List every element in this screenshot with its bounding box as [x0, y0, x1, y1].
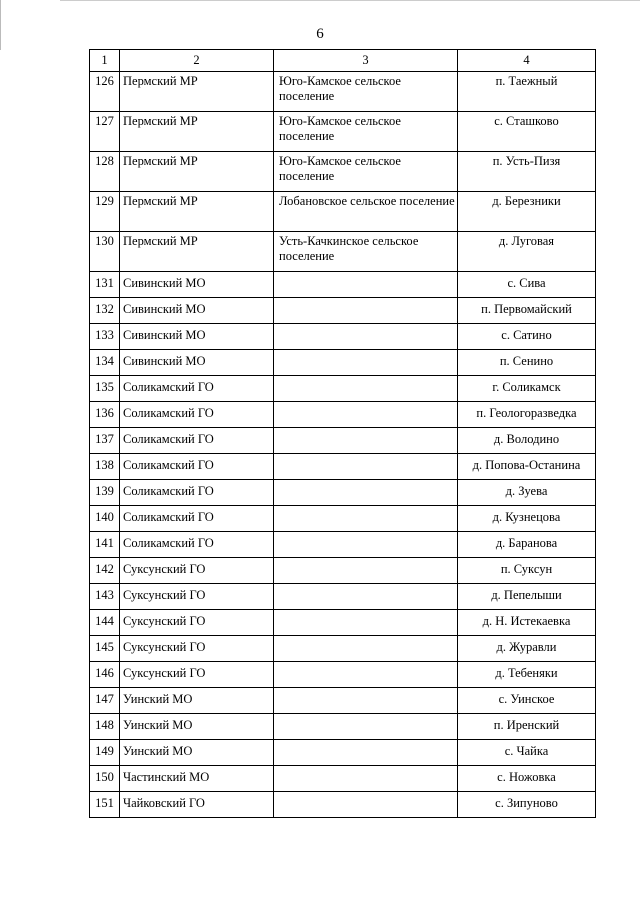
header-col-4: 4 — [458, 50, 596, 72]
cell-settlement-type — [274, 324, 458, 350]
header-col-1: 1 — [90, 50, 120, 72]
table-row — [90, 72, 596, 112]
cell-row-number: 142 — [90, 558, 120, 584]
cell-municipality: Уинский МО — [120, 740, 274, 766]
table-row — [90, 324, 596, 350]
table-row — [90, 740, 596, 766]
table-row — [90, 112, 596, 152]
cell-settlement-type — [274, 792, 458, 818]
cell-locality: д. Кузнецова — [458, 506, 596, 532]
table-row — [90, 792, 596, 818]
cell-row-number: 134 — [90, 350, 120, 376]
cell-settlement-type — [274, 376, 458, 402]
cell-row-number: 144 — [90, 610, 120, 636]
header-col-2: 2 — [120, 50, 274, 72]
table-row — [90, 402, 596, 428]
cell-settlement-type: Юго-Камское сельское поселение — [274, 72, 458, 112]
cell-locality: с. Чайка — [458, 740, 596, 766]
cell-settlement-type: Лобановское сельское поселение — [274, 192, 458, 232]
table-row — [90, 558, 596, 584]
cell-locality: п. Суксун — [458, 558, 596, 584]
cell-locality: п. Первомайский — [458, 298, 596, 324]
cell-locality: д. Н. Истекаевка — [458, 610, 596, 636]
cell-row-number: 151 — [90, 792, 120, 818]
cell-municipality: Пермский МР — [120, 192, 274, 232]
cell-row-number: 135 — [90, 376, 120, 402]
cell-settlement-type — [274, 688, 458, 714]
table-row — [90, 376, 596, 402]
cell-municipality: Пермский МР — [120, 112, 274, 152]
cell-municipality: Суксунский ГО — [120, 584, 274, 610]
settlements-table — [89, 49, 596, 818]
page-number: 6 — [316, 26, 324, 42]
table-row — [90, 272, 596, 298]
cell-municipality: Уинский МО — [120, 688, 274, 714]
table-header-row — [90, 50, 596, 72]
cell-settlement-type — [274, 454, 458, 480]
cell-row-number: 133 — [90, 324, 120, 350]
cell-locality: п. Иренский — [458, 714, 596, 740]
cell-locality: с. Сташково — [458, 112, 596, 152]
cell-settlement-type — [274, 402, 458, 428]
cell-municipality: Сивинский МО — [120, 324, 274, 350]
cell-municipality: Суксунский ГО — [120, 610, 274, 636]
cell-row-number: 132 — [90, 298, 120, 324]
cell-settlement-type: Юго-Камское сельское поселение — [274, 152, 458, 192]
cell-municipality: Сивинский МО — [120, 350, 274, 376]
cell-settlement-type — [274, 558, 458, 584]
cell-municipality: Соликамский ГО — [120, 532, 274, 558]
cell-row-number: 138 — [90, 454, 120, 480]
cell-municipality: Суксунский ГО — [120, 662, 274, 688]
cell-row-number: 139 — [90, 480, 120, 506]
table-row — [90, 662, 596, 688]
cell-settlement-type — [274, 662, 458, 688]
cell-row-number: 145 — [90, 636, 120, 662]
cell-settlement-type: Усть-Качкинское сельское поселение — [274, 232, 458, 272]
table-row — [90, 610, 596, 636]
cell-row-number: 143 — [90, 584, 120, 610]
cell-row-number: 146 — [90, 662, 120, 688]
cell-locality: п. Таежный — [458, 72, 596, 112]
table-row — [90, 480, 596, 506]
cell-settlement-type — [274, 506, 458, 532]
cell-row-number: 148 — [90, 714, 120, 740]
cell-municipality: Суксунский ГО — [120, 558, 274, 584]
cell-row-number: 150 — [90, 766, 120, 792]
cell-locality: п. Сенино — [458, 350, 596, 376]
cell-settlement-type — [274, 610, 458, 636]
cell-row-number: 127 — [90, 112, 120, 152]
cell-municipality: Соликамский ГО — [120, 506, 274, 532]
cell-municipality: Суксунский ГО — [120, 636, 274, 662]
cell-settlement-type — [274, 740, 458, 766]
cell-locality: д. Володино — [458, 428, 596, 454]
table-row — [90, 688, 596, 714]
cell-settlement-type — [274, 298, 458, 324]
table-row — [90, 350, 596, 376]
cell-locality: с. Уинское — [458, 688, 596, 714]
cell-row-number: 141 — [90, 532, 120, 558]
cell-settlement-type — [274, 636, 458, 662]
scan-edge-line — [60, 0, 640, 2]
cell-row-number: 149 — [90, 740, 120, 766]
cell-settlement-type — [274, 584, 458, 610]
cell-settlement-type — [274, 532, 458, 558]
cell-locality: с. Зипуново — [458, 792, 596, 818]
cell-locality: д. Пепелыши — [458, 584, 596, 610]
cell-municipality: Соликамский ГО — [120, 454, 274, 480]
cell-settlement-type — [274, 480, 458, 506]
cell-locality: д. Баранова — [458, 532, 596, 558]
cell-row-number: 140 — [90, 506, 120, 532]
cell-settlement-type: Юго-Камское сельское поселение — [274, 112, 458, 152]
table-row — [90, 454, 596, 480]
cell-row-number: 147 — [90, 688, 120, 714]
table-row — [90, 192, 596, 232]
table-row — [90, 298, 596, 324]
cell-municipality: Сивинский МО — [120, 272, 274, 298]
cell-municipality: Чайковский ГО — [120, 792, 274, 818]
header-col-3: 3 — [274, 50, 458, 72]
cell-municipality: Частинский МО — [120, 766, 274, 792]
cell-municipality: Сивинский МО — [120, 298, 274, 324]
table-row — [90, 532, 596, 558]
cell-municipality: Пермский МР — [120, 232, 274, 272]
cell-row-number: 137 — [90, 428, 120, 454]
cell-locality: д. Березники — [458, 192, 596, 232]
cell-locality: д. Попова-Останина — [458, 454, 596, 480]
cell-locality: д. Тебеняки — [458, 662, 596, 688]
cell-row-number: 136 — [90, 402, 120, 428]
table-row — [90, 766, 596, 792]
table-row — [90, 714, 596, 740]
cell-row-number: 129 — [90, 192, 120, 232]
cell-settlement-type — [274, 428, 458, 454]
table-row — [90, 232, 596, 272]
cell-settlement-type — [274, 272, 458, 298]
cell-locality: с. Сатино — [458, 324, 596, 350]
cell-municipality: Пермский МР — [120, 72, 274, 112]
cell-row-number: 128 — [90, 152, 120, 192]
table-row — [90, 584, 596, 610]
cell-municipality: Соликамский ГО — [120, 402, 274, 428]
cell-settlement-type — [274, 714, 458, 740]
cell-row-number: 126 — [90, 72, 120, 112]
table-row — [90, 152, 596, 192]
cell-locality: д. Луговая — [458, 232, 596, 272]
table-row — [90, 636, 596, 662]
cell-locality: п. Геологоразведка — [458, 402, 596, 428]
table-body — [90, 72, 596, 818]
cell-locality: г. Соликамск — [458, 376, 596, 402]
cell-locality: п. Усть-Пизя — [458, 152, 596, 192]
table-row — [90, 428, 596, 454]
table-row — [90, 506, 596, 532]
cell-municipality: Уинский МО — [120, 714, 274, 740]
cell-municipality: Соликамский ГО — [120, 480, 274, 506]
cell-municipality: Соликамский ГО — [120, 376, 274, 402]
cell-row-number: 130 — [90, 232, 120, 272]
cell-municipality: Соликамский ГО — [120, 428, 274, 454]
cell-locality: с. Ножовка — [458, 766, 596, 792]
cell-locality: д. Зуева — [458, 480, 596, 506]
cell-settlement-type — [274, 766, 458, 792]
cell-row-number: 131 — [90, 272, 120, 298]
cell-municipality: Пермский МР — [120, 152, 274, 192]
cell-locality: с. Сива — [458, 272, 596, 298]
cell-settlement-type — [274, 350, 458, 376]
cell-locality: д. Журавли — [458, 636, 596, 662]
